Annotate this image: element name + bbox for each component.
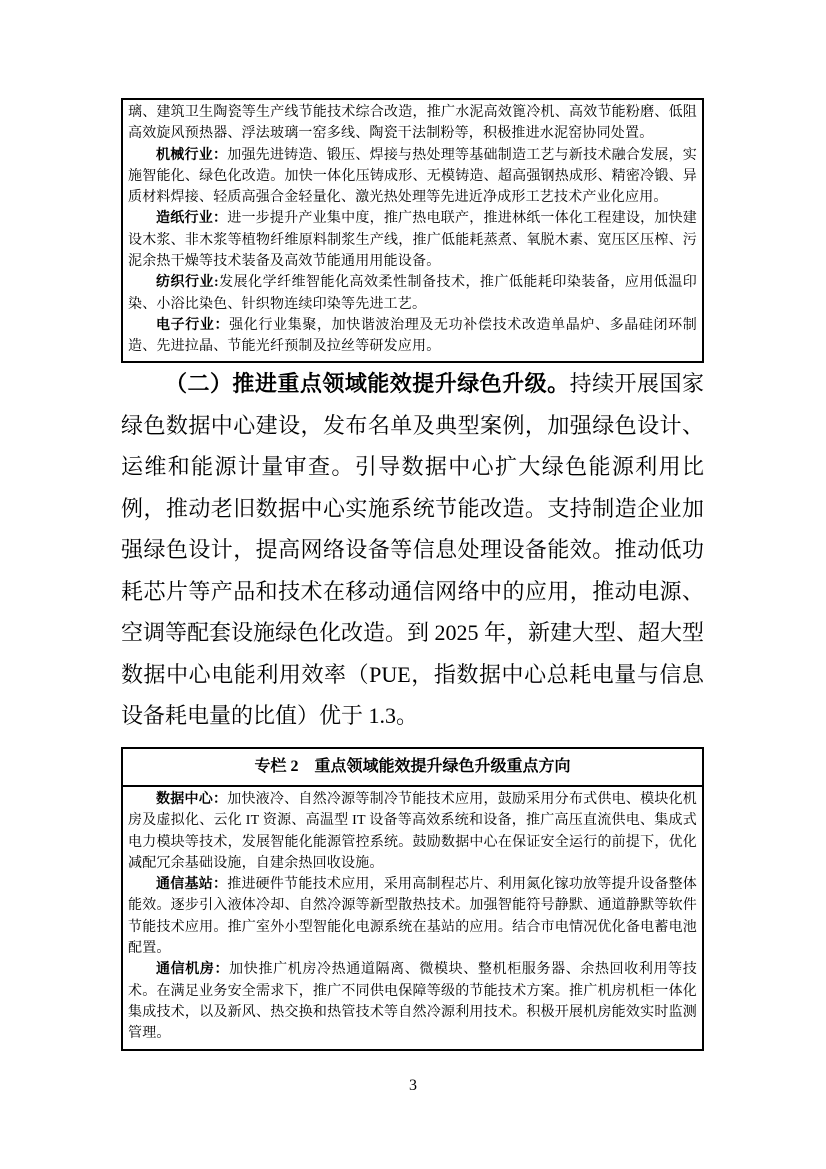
box-paragraph [128, 102, 697, 145]
paragraph-text: 推进硬件节能技术应用，采用高制程芯片、利用氮化镓功放等提升设备整体能效。逐步引入液体冷却、自然冷源等新型散热技术。加强智能符号静默、通道静默等软件节能技术应用。推广室外小型智能化电源系统在基站的应用。结合市电情况优化备电蓄电池配置。 [128, 877, 698, 957]
page-number: 3 [409, 1077, 417, 1094]
box-paragraph [128, 315, 697, 358]
paragraph-lead-label: 数据中心： [156, 792, 228, 807]
paragraph-text: 加强先进铸造、锻压、焊接与热处理等基础制造工艺与新技术融合发展，实施智能化、绿色化改造。加快一体化压铸成形、无模铸造、超高强钢热成形、精密冷锻、异质材料焊接、轻质高强合金轻量化、激光热处理等先进近净成形工艺技术产业化应用。 [128, 147, 698, 206]
paragraph-text: 璃、建筑卫生陶瓷等生产线节能技术综合改造，推广水泥高效篦冷机、高效节能粉磨、低阻高效旋风预热器、浮法玻璃一窑多线、陶瓷干法制粉等，积极推进水泥窑协同处置。 [128, 105, 697, 142]
paragraph-lead-label: 电子行业： [156, 317, 230, 333]
box-paragraph [128, 145, 697, 209]
section-heading: （二）推进重点领域能效提升绿色升级。 [165, 371, 570, 396]
paragraph-text: 发展化学纤维智能化高效柔性制备技术，推广低能耗印染装备，应用低温印染、小浴比染色、针织物连续印染等先进工艺。 [128, 275, 697, 312]
paragraph-lead-label: 造纸行业： [156, 211, 228, 227]
paragraph-text: 强化行业集聚，加快谐波治理及无功补偿技术改造单晶炉、多晶硅闭环制造、先进拉晶、节能光纤预制及拉丝等研发应用。 [128, 317, 697, 355]
paragraph-lead-label: 纺织行业: [156, 275, 219, 291]
box-paragraph [128, 959, 697, 1044]
box-paragraph [128, 789, 697, 874]
column2-box [121, 747, 704, 1051]
section-body-text: 持续开展国家绿色数据中心建设，发布名单及典型案例，加强绿色设计、运维和能源计量审查。引导数据中心扩大绿色能源利用比例，推动老旧数据中心实施系统节能改造。支持制造企业加强绿色设计，提高网络设备等信息处理设备能效。推动低功耗芯片等产品和技术在移动通信网络中的应用，推动电源、空调等配套设施绿色化改造。到 2025 年，新建大型、超大型数据中心电能利用效率（PUE，指数据中心总耗电量与信息设备耗电量的比值）优于 1.3。 [121, 371, 705, 728]
paragraph-text: 加快推广机房冷热通道隔离、微模块、整机柜服务器、余热回收利用等技术。在满足业务安全需求下，推广不同供电保障等级的节能技术方案。推广机房机柜一体化集成技术，以及新风、热交换和热管技术等自然冷源利用技术。积极开展机房能效实时监测管理。 [128, 962, 697, 1042]
box-paragraph [128, 272, 697, 315]
column2-title: 专栏 2 重点领域能效提升绿色升级重点方向 [123, 749, 702, 787]
paragraph-lead-label: 通信基站： [156, 877, 228, 893]
box-paragraph [128, 874, 697, 959]
column2-paragraphs [123, 787, 702, 1049]
paragraph-text: 进一步提升产业集中度，推广热电联产，推进林纸一体化工程建设，加快建设木浆、非木浆等植物纤维原料制浆生产线，推广低能耗蒸煮、氧脱木素、宽压区压榨、污泥余热干燥等技术装备及高效节能通用用能设备。 [128, 211, 698, 270]
paragraph-text: 加快液冷、自然冷源等制冷节能技术应用，鼓励采用分布式供电、模块化机房及虚拟化、云化 IT 资源、高温型 IT 设备等高效系统和设备，推广高压直流供电、集成式电力模块等技术，发展智能化能源管控系统。鼓励数据中心在保证安全运行的前提下，优化减配冗余基础设施，自建余热回收设施。 [128, 792, 698, 871]
paragraph-lead-label: 通信机房： [156, 962, 230, 978]
industry-paragraphs [128, 102, 697, 358]
box-paragraph [128, 208, 697, 272]
section-paragraph [121, 363, 704, 737]
industry-measures-box [121, 98, 704, 363]
paragraph-lead-label: 机械行业： [156, 147, 228, 163]
